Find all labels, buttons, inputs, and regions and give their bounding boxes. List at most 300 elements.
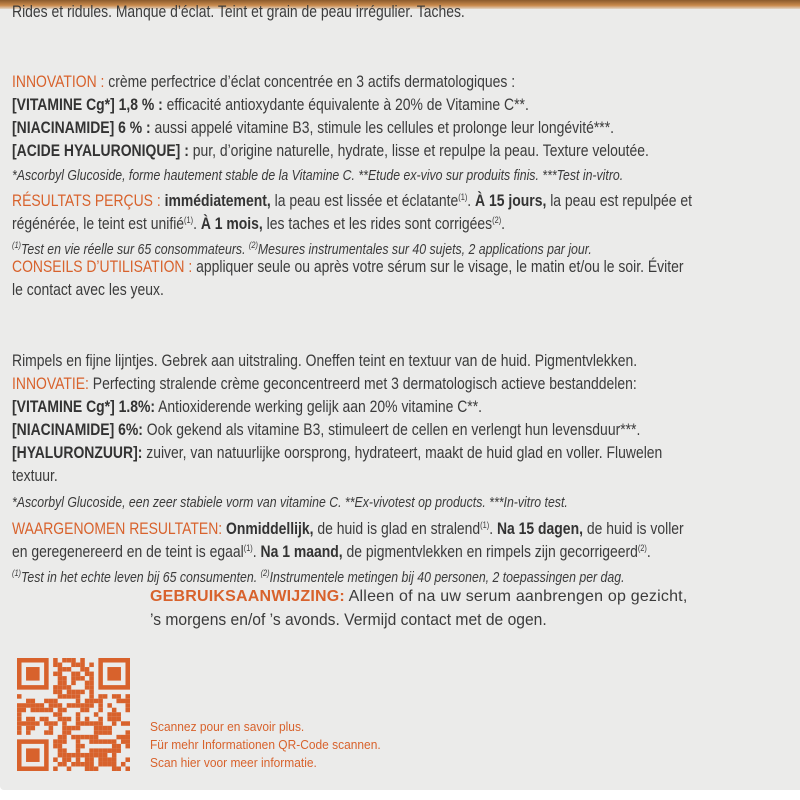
label: [NIACINAMIDE] 6 % : <box>12 118 151 137</box>
qr-module <box>35 708 40 713</box>
qr-module <box>116 748 121 753</box>
qr-module <box>62 694 67 699</box>
qr-module <box>94 748 99 753</box>
qr-module <box>76 717 81 722</box>
qr-module <box>98 717 103 722</box>
qr-module <box>62 721 67 726</box>
qr-module <box>80 658 85 663</box>
qr-module <box>116 717 121 722</box>
label: RÉSULTATS PERÇUS : <box>12 191 161 210</box>
sup: (2) <box>248 240 258 250</box>
qr-module <box>49 730 54 735</box>
qr-module <box>17 721 22 726</box>
qr-module <box>26 721 31 726</box>
qr-module <box>17 717 22 722</box>
label: [VITAMINE Cg*] 1.8%: <box>12 397 156 416</box>
qr-module <box>112 739 117 744</box>
scan-text-de: Für mehr Informationen QR-Code scannen. <box>150 737 381 752</box>
qr-module <box>98 694 103 699</box>
qr-module <box>116 744 121 749</box>
qr-module <box>71 703 76 708</box>
nl-intro: Rimpels en fijne lijntjes. Gebrek aan uitstraling. Oneffen teint en textuur van de huid. Pigmentvlekken. <box>12 351 638 370</box>
qr-module <box>62 757 67 762</box>
qr-module <box>17 703 22 708</box>
qr-module <box>112 717 117 722</box>
qr-module <box>76 690 81 695</box>
qr-module <box>53 757 58 762</box>
qr-module <box>112 708 117 713</box>
label: WAARGENOMEN RESULTATEN: <box>12 519 223 538</box>
qr-module <box>76 703 81 708</box>
qr-module <box>53 712 58 717</box>
qr-module <box>103 694 108 699</box>
qr-module <box>89 703 94 708</box>
qr-module <box>26 699 31 704</box>
qr-module <box>121 699 126 704</box>
qr-module <box>76 672 81 677</box>
sup: (2) <box>260 568 270 578</box>
fr-vitamin <box>12 95 529 115</box>
qr-module <box>35 703 40 708</box>
qr-module <box>94 730 99 735</box>
text: À 15 jours, <box>471 191 547 210</box>
qr-module <box>67 703 72 708</box>
qr-module <box>107 703 112 708</box>
qr-module <box>62 735 67 740</box>
qr-module <box>53 672 58 677</box>
qr-module <box>58 703 63 708</box>
text: pur, d’origine naturelle, hydrate, lisse et repulpe la peau. Texture veloutée. <box>188 141 649 160</box>
qr-module <box>98 730 103 735</box>
qr-module <box>62 730 67 735</box>
qr-module <box>103 762 108 767</box>
qr-module <box>44 717 49 722</box>
qr-module <box>121 739 126 744</box>
qr-module <box>53 658 58 663</box>
qr-module <box>58 739 63 744</box>
nl-results: WAARGENOMEN RESULTATEN: Onmiddellijk, de huid is glad en stralend$^{(1)}$. Na 15 dagen, de huid is voller <box>12 519 684 538</box>
nl-hyaluronic <box>12 443 662 463</box>
qr-module <box>31 721 36 726</box>
nl-results-2: en geregenereerd en de teint is egaal$^{(1)}$. Na 1 maand, de pigmentvlekken en rimpels zijn gecorrigeerd$^{(2)}$. <box>12 542 651 561</box>
qr-module <box>89 735 94 740</box>
qr-module <box>116 766 121 771</box>
qr-module <box>89 681 94 686</box>
text: Antioxiderende werking gelijk aan 20% vitamine C**. <box>155 397 483 416</box>
qr-module <box>94 726 99 731</box>
qr-module <box>94 735 99 740</box>
qr-module <box>26 748 40 762</box>
qr-module <box>85 699 90 704</box>
qr-module <box>62 717 67 722</box>
qr-module <box>49 721 54 726</box>
qr-module <box>58 690 63 695</box>
qr-module <box>125 694 130 699</box>
qr-module <box>89 762 94 767</box>
qr-module <box>67 726 72 731</box>
qr-module <box>76 753 81 758</box>
qr-module <box>67 766 72 771</box>
label: [HYALURONZUUR]: <box>12 443 143 462</box>
qr-module <box>53 685 58 690</box>
qr-module <box>80 721 85 726</box>
qr-module <box>44 730 49 735</box>
qr-module <box>67 685 72 690</box>
qr-module <box>80 676 85 681</box>
qr-module <box>89 685 94 690</box>
qr-module <box>58 712 63 717</box>
text: appliquer seule ou après votre sérum sur le visage, le matin et/ou le soir. Éviter <box>192 257 684 276</box>
qr-module <box>22 721 27 726</box>
nl-footnote-ingredients: *Ascorbyl Glucoside, een zeer stabiele vorm van vitamine C. **Ex-vivotest op products. ***In-vitro test. <box>12 494 568 511</box>
qr-module <box>89 663 94 668</box>
qr-module <box>94 739 99 744</box>
nl-niacinamide <box>12 420 640 440</box>
qr-module <box>26 703 31 708</box>
qr-module <box>98 762 103 767</box>
qr-module <box>125 703 130 708</box>
qr-module <box>85 685 90 690</box>
qr-module <box>125 739 130 744</box>
sup: (1) <box>480 520 490 530</box>
qr-module <box>17 708 22 713</box>
qr-module <box>125 766 130 771</box>
qr-module <box>103 739 108 744</box>
qr-module <box>22 708 27 713</box>
qr-module <box>67 757 72 762</box>
qr-module <box>80 690 85 695</box>
text: À 1 mois, <box>196 214 263 233</box>
qr-module <box>62 753 67 758</box>
qr-module <box>31 726 36 731</box>
qr-module <box>26 730 31 735</box>
qr-module <box>22 703 27 708</box>
label: [NIACINAMIDE] 6%: <box>12 420 143 439</box>
qr-module <box>103 753 108 758</box>
scan-text-fr: Scannez pour en savoir plus. <box>150 719 305 734</box>
qr-module <box>112 748 117 753</box>
qr-module <box>112 757 117 762</box>
qr-module <box>116 699 121 704</box>
qr-module <box>40 717 45 722</box>
qr-module <box>76 726 81 731</box>
nl-vitamin <box>12 397 482 417</box>
qr-module <box>125 699 130 704</box>
qr-module <box>89 721 94 726</box>
qr-module <box>89 753 94 758</box>
qr-module <box>89 748 94 753</box>
nl-hyaluronic-2: textuur. <box>12 466 58 485</box>
qr-module <box>31 699 36 704</box>
qr-module <box>85 762 90 767</box>
qr-module <box>89 694 94 699</box>
qr-module <box>98 757 103 762</box>
qr-module <box>62 708 67 713</box>
qr-module <box>49 708 54 713</box>
qr-module <box>71 672 76 677</box>
qr-module <box>125 708 130 713</box>
text: Onmiddellijk, <box>222 519 314 538</box>
qr-module <box>89 766 94 771</box>
qr-module <box>31 717 36 722</box>
sup: (1) <box>184 215 194 225</box>
qr-module <box>26 726 31 731</box>
qr-module <box>98 753 103 758</box>
qr-module <box>62 726 67 731</box>
qr-module <box>58 681 63 686</box>
qr-module <box>58 717 63 722</box>
qr-module <box>107 730 112 735</box>
qr-module <box>85 717 90 722</box>
fr-results: RÉSULTATS PERÇUS : immédiatement, la peau est lissée et éclatante$^{(1)}$. À 15 jours, la peau est repulpée et <box>12 191 693 210</box>
qr-module <box>94 753 99 758</box>
qr-module <box>58 744 63 749</box>
qr-module <box>62 739 67 744</box>
fr-niacinamide <box>12 118 614 138</box>
qr-module <box>62 676 67 681</box>
qr-module <box>58 685 63 690</box>
qr-module <box>98 739 103 744</box>
text: aussi appelé vitamine B3, stimule les cellules et prolonge leur longévité***. <box>150 118 615 137</box>
qr-module <box>112 712 117 717</box>
text: zuiver, van natuurlijke oorsprong, hydrateert, maakt de huid glad en voller. Fluwelen <box>142 443 663 462</box>
qr-module <box>85 708 90 713</box>
qr-module <box>67 658 72 663</box>
qr-module <box>76 739 81 744</box>
nl-innovation <box>12 374 637 394</box>
qr-module <box>112 753 117 758</box>
qr-module <box>76 721 81 726</box>
label: INNOVATION : <box>12 72 105 91</box>
qr-module <box>49 699 54 704</box>
qr-module <box>71 676 76 681</box>
qr-module <box>71 735 76 740</box>
qr-module <box>49 726 54 731</box>
qr-module <box>71 690 76 695</box>
sup: (2) <box>492 215 502 225</box>
qr-module <box>58 762 63 767</box>
qr-module <box>67 690 72 695</box>
text: Na 15 dagen, <box>493 519 583 538</box>
qr-module <box>58 735 63 740</box>
sup: (1) <box>458 192 468 202</box>
qr-module <box>76 735 81 740</box>
qr-module <box>76 762 81 767</box>
qr-module <box>53 663 58 668</box>
text: Mesures instrumentales sur 40 sujets, 2 applications par jour. <box>257 241 592 258</box>
qr-module <box>44 721 49 726</box>
qr-module <box>58 663 63 668</box>
qr-module <box>80 744 85 749</box>
qr-module <box>71 681 76 686</box>
qr-module <box>26 667 40 681</box>
label: INNOVATIE: <box>12 374 89 393</box>
qr-module <box>85 681 90 686</box>
qr-module <box>116 694 121 699</box>
text: de huid is voller <box>582 519 684 538</box>
qr-module <box>89 699 94 704</box>
qr-module <box>125 721 130 726</box>
qr-module <box>85 735 90 740</box>
sup: (1) <box>12 240 22 250</box>
label: CONSEILS D’UTILISATION : <box>12 257 193 276</box>
qr-module <box>44 699 49 704</box>
text: régénérée, le teint est unifié <box>12 214 185 233</box>
qr-module <box>94 699 99 704</box>
qr-module <box>31 708 36 713</box>
qr-module <box>62 681 67 686</box>
sup: (1) <box>12 568 22 578</box>
qr-module <box>80 667 85 672</box>
fr-results-2: régénérée, le teint est unifié$^{(1)}$. À 1 mois, les taches et les rides sont corrigées$^{(2)}$. <box>12 214 506 233</box>
qr-module <box>26 717 31 722</box>
qr-module <box>53 744 58 749</box>
text: Test en vie réelle sur 65 consommateurs. <box>21 241 249 258</box>
qr-module <box>85 672 90 677</box>
qr-module <box>71 762 76 767</box>
qr-module <box>17 694 22 699</box>
qr-module <box>89 672 94 677</box>
qr-module <box>71 663 76 668</box>
qr-module <box>85 757 90 762</box>
qr-module <box>67 667 72 672</box>
qr-module <box>107 667 121 681</box>
qr-module <box>89 690 94 695</box>
qr-module <box>98 703 103 708</box>
qr-module <box>121 721 126 726</box>
qr-module <box>125 757 130 762</box>
qr-module <box>53 690 58 695</box>
text: Alleen of na uw serum aanbrengen op gezicht, <box>344 588 688 605</box>
text: de pigmentvlekken en rimpels zijn gecorrigeerd <box>342 542 638 561</box>
qr-module <box>112 766 117 771</box>
text: de huid is glad en stralend <box>313 519 481 538</box>
qr-module <box>103 748 108 753</box>
fr-intro: Rides et ridules. Manque d’éclat. Teint et grain de peau irrégulier. Taches. <box>12 2 465 21</box>
qr-module <box>112 744 117 749</box>
qr-module <box>80 753 85 758</box>
qr-module <box>58 694 63 699</box>
qr-module <box>67 730 72 735</box>
qr-module <box>107 739 112 744</box>
qr-module <box>112 721 117 726</box>
qr-module <box>58 667 63 672</box>
qr-module <box>94 766 99 771</box>
qr-module <box>125 730 130 735</box>
qr-module <box>80 762 85 767</box>
text: Na 1 maand, <box>256 542 343 561</box>
text: immédiatement, <box>160 191 271 210</box>
qr-module <box>116 735 121 740</box>
qr-module <box>44 708 49 713</box>
qr-module <box>62 748 67 753</box>
qr-module <box>85 721 90 726</box>
nl-usage-2: ’s morgens en/of ’s avonds. Vermijd contact met de ogen. <box>150 610 547 629</box>
nl-footnote-tests <box>12 563 624 588</box>
qr-module <box>76 676 81 681</box>
qr-module <box>125 744 130 749</box>
qr-module <box>35 721 40 726</box>
qr-module <box>67 753 72 758</box>
sup: (2) <box>637 543 647 553</box>
qr-module <box>58 748 63 753</box>
qr-module <box>125 735 130 740</box>
qr-module <box>71 658 76 663</box>
qr-module <box>40 708 45 713</box>
fr-innovation <box>12 72 515 92</box>
qr-module <box>71 694 76 699</box>
qr-module <box>76 744 81 749</box>
qr-module <box>80 663 85 668</box>
label: [VITAMINE Cg*] 1,8 % : <box>12 95 163 114</box>
qr-module <box>58 676 63 681</box>
qr-module <box>98 708 103 713</box>
qr-module <box>107 762 112 767</box>
qr-module <box>89 739 94 744</box>
text: la peau est lissée et éclatante <box>270 191 459 210</box>
qr-module <box>107 726 112 731</box>
fr-footnote-ingredients: *Ascorbyl Glucoside, forme hautement stable de la Vitamine C. **Etude ex-vivo sur produits finis. ***Test in-vitro. <box>12 167 624 184</box>
qr-module <box>85 766 90 771</box>
qr-module <box>98 721 103 726</box>
nl-usage <box>150 587 687 607</box>
qr-module <box>103 757 108 762</box>
qr-module <box>71 753 76 758</box>
qr-module <box>62 685 67 690</box>
qr-module <box>53 739 58 744</box>
qr-module <box>112 762 117 767</box>
qr-module <box>58 708 63 713</box>
qr-code[interactable] <box>17 658 130 771</box>
qr-module <box>49 703 54 708</box>
text: Instrumentele metingen bij 40 personen, 2 toepassingen per dag. <box>269 569 625 586</box>
text: en geregenereerd en de teint is egaal <box>12 542 244 561</box>
text: les taches et les rides sont corrigées <box>262 214 493 233</box>
qr-module <box>80 735 85 740</box>
text: la peau est repulpée et <box>546 191 693 210</box>
qr-module <box>107 712 112 717</box>
qr-module <box>53 721 58 726</box>
qr-module <box>103 726 108 731</box>
qr-module <box>58 753 63 758</box>
fr-usage <box>12 257 683 277</box>
qr-module <box>58 672 63 677</box>
fr-usage-2: le contact avec les yeux. <box>12 280 164 299</box>
qr-module <box>98 748 103 753</box>
qr-module <box>89 757 94 762</box>
qr-module <box>76 748 81 753</box>
qr-module <box>89 676 94 681</box>
text: Perfecting stralende crème geconcentreerd met 3 dermatologisch actieve bestanddelen: <box>88 374 637 393</box>
qr-module <box>31 703 36 708</box>
qr-module <box>103 730 108 735</box>
qr-module <box>76 694 81 699</box>
qr-module <box>85 753 90 758</box>
qr-module <box>80 703 85 708</box>
qr-module <box>62 658 67 663</box>
qr-module <box>76 712 81 717</box>
text: Test in het echte leven bij 65 consumenten. <box>21 569 261 586</box>
label: GEBRUIKSAANWIJZING: <box>150 588 345 605</box>
qr-module <box>53 699 58 704</box>
qr-module <box>94 721 99 726</box>
sup: (1) <box>243 543 253 553</box>
qr-module <box>67 717 72 722</box>
qr-module <box>94 712 99 717</box>
qr-module <box>17 730 22 735</box>
qr-module <box>107 757 112 762</box>
text: crème perfectrice d’éclat concentrée en 3 actifs dermatologiques : <box>104 72 516 91</box>
